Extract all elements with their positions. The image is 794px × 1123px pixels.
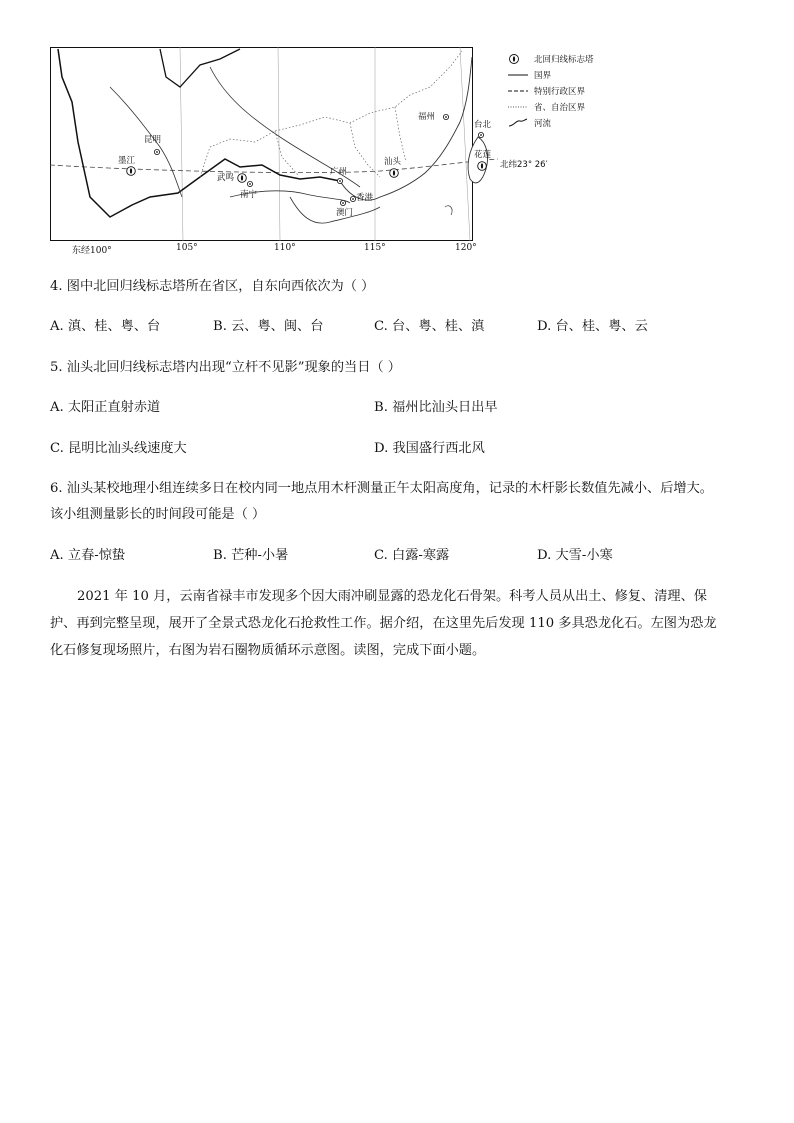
city-label-wuming: 武鸣 bbox=[217, 173, 235, 183]
tower-icon bbox=[238, 174, 247, 183]
city-dot-icon bbox=[478, 132, 483, 137]
question-4-option-a: A. 滇、桂、粤、台 bbox=[50, 319, 161, 334]
question-5-option-b: B. 福州比汕头日出早 bbox=[374, 400, 498, 415]
sar-border-line-icon bbox=[508, 85, 530, 97]
tropic-of-cancer-map bbox=[50, 47, 498, 242]
lon-tick-120: 120° bbox=[455, 243, 477, 253]
city-label-nanning: 南宁 bbox=[240, 190, 258, 200]
lon-tick-100: 东经100° bbox=[72, 246, 112, 256]
question-6-option-b: B. 芒种-小暑 bbox=[213, 548, 289, 563]
province-border-line-icon bbox=[508, 101, 530, 113]
passage-line-3: 化石修复现场照片，右图为岩石圈物质循环示意图。读图，完成下面小题。 bbox=[50, 643, 486, 658]
city-dot-icon bbox=[247, 181, 252, 186]
tropic-latitude-label: 北纬23° 26′ bbox=[500, 160, 548, 170]
tower-icon bbox=[127, 167, 136, 176]
legend-label: 河流 bbox=[534, 119, 552, 129]
river-line-icon bbox=[508, 117, 530, 129]
city-label-hualian: 花莲 bbox=[474, 150, 492, 160]
question-6-option-a: A. 立春-惊蛰 bbox=[50, 548, 126, 563]
lon-tick-115: 115° bbox=[364, 243, 386, 253]
map-legend bbox=[508, 51, 648, 131]
legend-item-province-border bbox=[508, 99, 648, 115]
tropic-tower-icon bbox=[508, 53, 530, 65]
legend-label: 特别行政区界 bbox=[534, 87, 586, 97]
question-6-option-d: D. 大雪-小寒 bbox=[537, 548, 613, 563]
question-4-option-c: C. 台、粤、桂、滇 bbox=[374, 319, 485, 334]
legend-label: 省、自治区界 bbox=[534, 103, 586, 113]
question-6-stem-line2: 该小组测量影长的时间段可能是（ ） bbox=[50, 507, 266, 522]
tower-icon bbox=[390, 169, 399, 178]
city-label-aomen: 澳门 bbox=[336, 208, 354, 218]
city-dot-icon bbox=[443, 114, 448, 119]
tower-icon bbox=[478, 162, 487, 171]
passage-line-1: 2021 年 10 月，云南省禄丰市发现多个因大雨冲刷显露的恐龙化石骨架。科考人员从出土、修复、清理、保 bbox=[77, 589, 707, 604]
map-frame bbox=[51, 48, 473, 241]
legend-item-sar-border bbox=[508, 83, 648, 99]
city-dot-icon bbox=[350, 196, 355, 201]
lon-tick-110: 110° bbox=[274, 243, 296, 253]
national-border-line-icon bbox=[508, 69, 530, 81]
legend-item-national-border bbox=[508, 67, 648, 83]
legend-item-river bbox=[508, 115, 648, 131]
legend-label: 北回归线标志塔 bbox=[534, 55, 594, 65]
legend-item-tower bbox=[508, 51, 648, 67]
city-label-kunming: 昆明 bbox=[144, 135, 162, 145]
city-dot-icon bbox=[340, 200, 345, 205]
city-dot-icon bbox=[337, 178, 342, 183]
question-5-option-c: C. 昆明比汕头线速度大 bbox=[50, 441, 187, 456]
question-4-option-b: B. 云、粤、闽、台 bbox=[213, 319, 324, 334]
city-label-guangzhou: 广州 bbox=[330, 167, 348, 177]
city-label-xianggang: 香港 bbox=[356, 193, 374, 203]
map-svg bbox=[50, 47, 498, 242]
city-label-fuzhou: 福州 bbox=[418, 112, 436, 122]
question-5-option-a: A. 太阳正直射赤道 bbox=[50, 400, 161, 415]
city-label-mojiang: 墨江 bbox=[118, 156, 136, 166]
city-label-taibei: 台北 bbox=[474, 120, 492, 130]
passage-line-2: 护、再到完整呈现，展开了全景式恐龙化石抢救性工作。据介绍，在这里先后发现 110 多具恐龙化石。左图为恐龙 bbox=[50, 616, 717, 631]
legend-label: 国界 bbox=[534, 71, 552, 81]
question-6-stem-line1: 6. 汕头某校地理小组连续多日在校内同一地点用木杆测量正午太阳高度角，记录的木杆影长数值先减小、后增大。 bbox=[50, 481, 713, 496]
lon-tick-105: 105° bbox=[176, 243, 198, 253]
question-5-option-d: D. 我国盛行西北风 bbox=[374, 441, 485, 456]
question-6-option-c: C. 白露-寒露 bbox=[374, 548, 450, 563]
question-5-stem: 5. 汕头北回归线标志塔内出现“立杆不见影”现象的当日（ ） bbox=[50, 360, 401, 375]
city-dot-icon bbox=[154, 149, 159, 154]
question-4-stem: 4. 图中北回归线标志塔所在省区，自东向西依次为（ ） bbox=[50, 279, 375, 294]
question-4-option-d: D. 台、桂、粤、云 bbox=[537, 319, 648, 334]
city-label-shantou: 汕头 bbox=[384, 157, 402, 167]
